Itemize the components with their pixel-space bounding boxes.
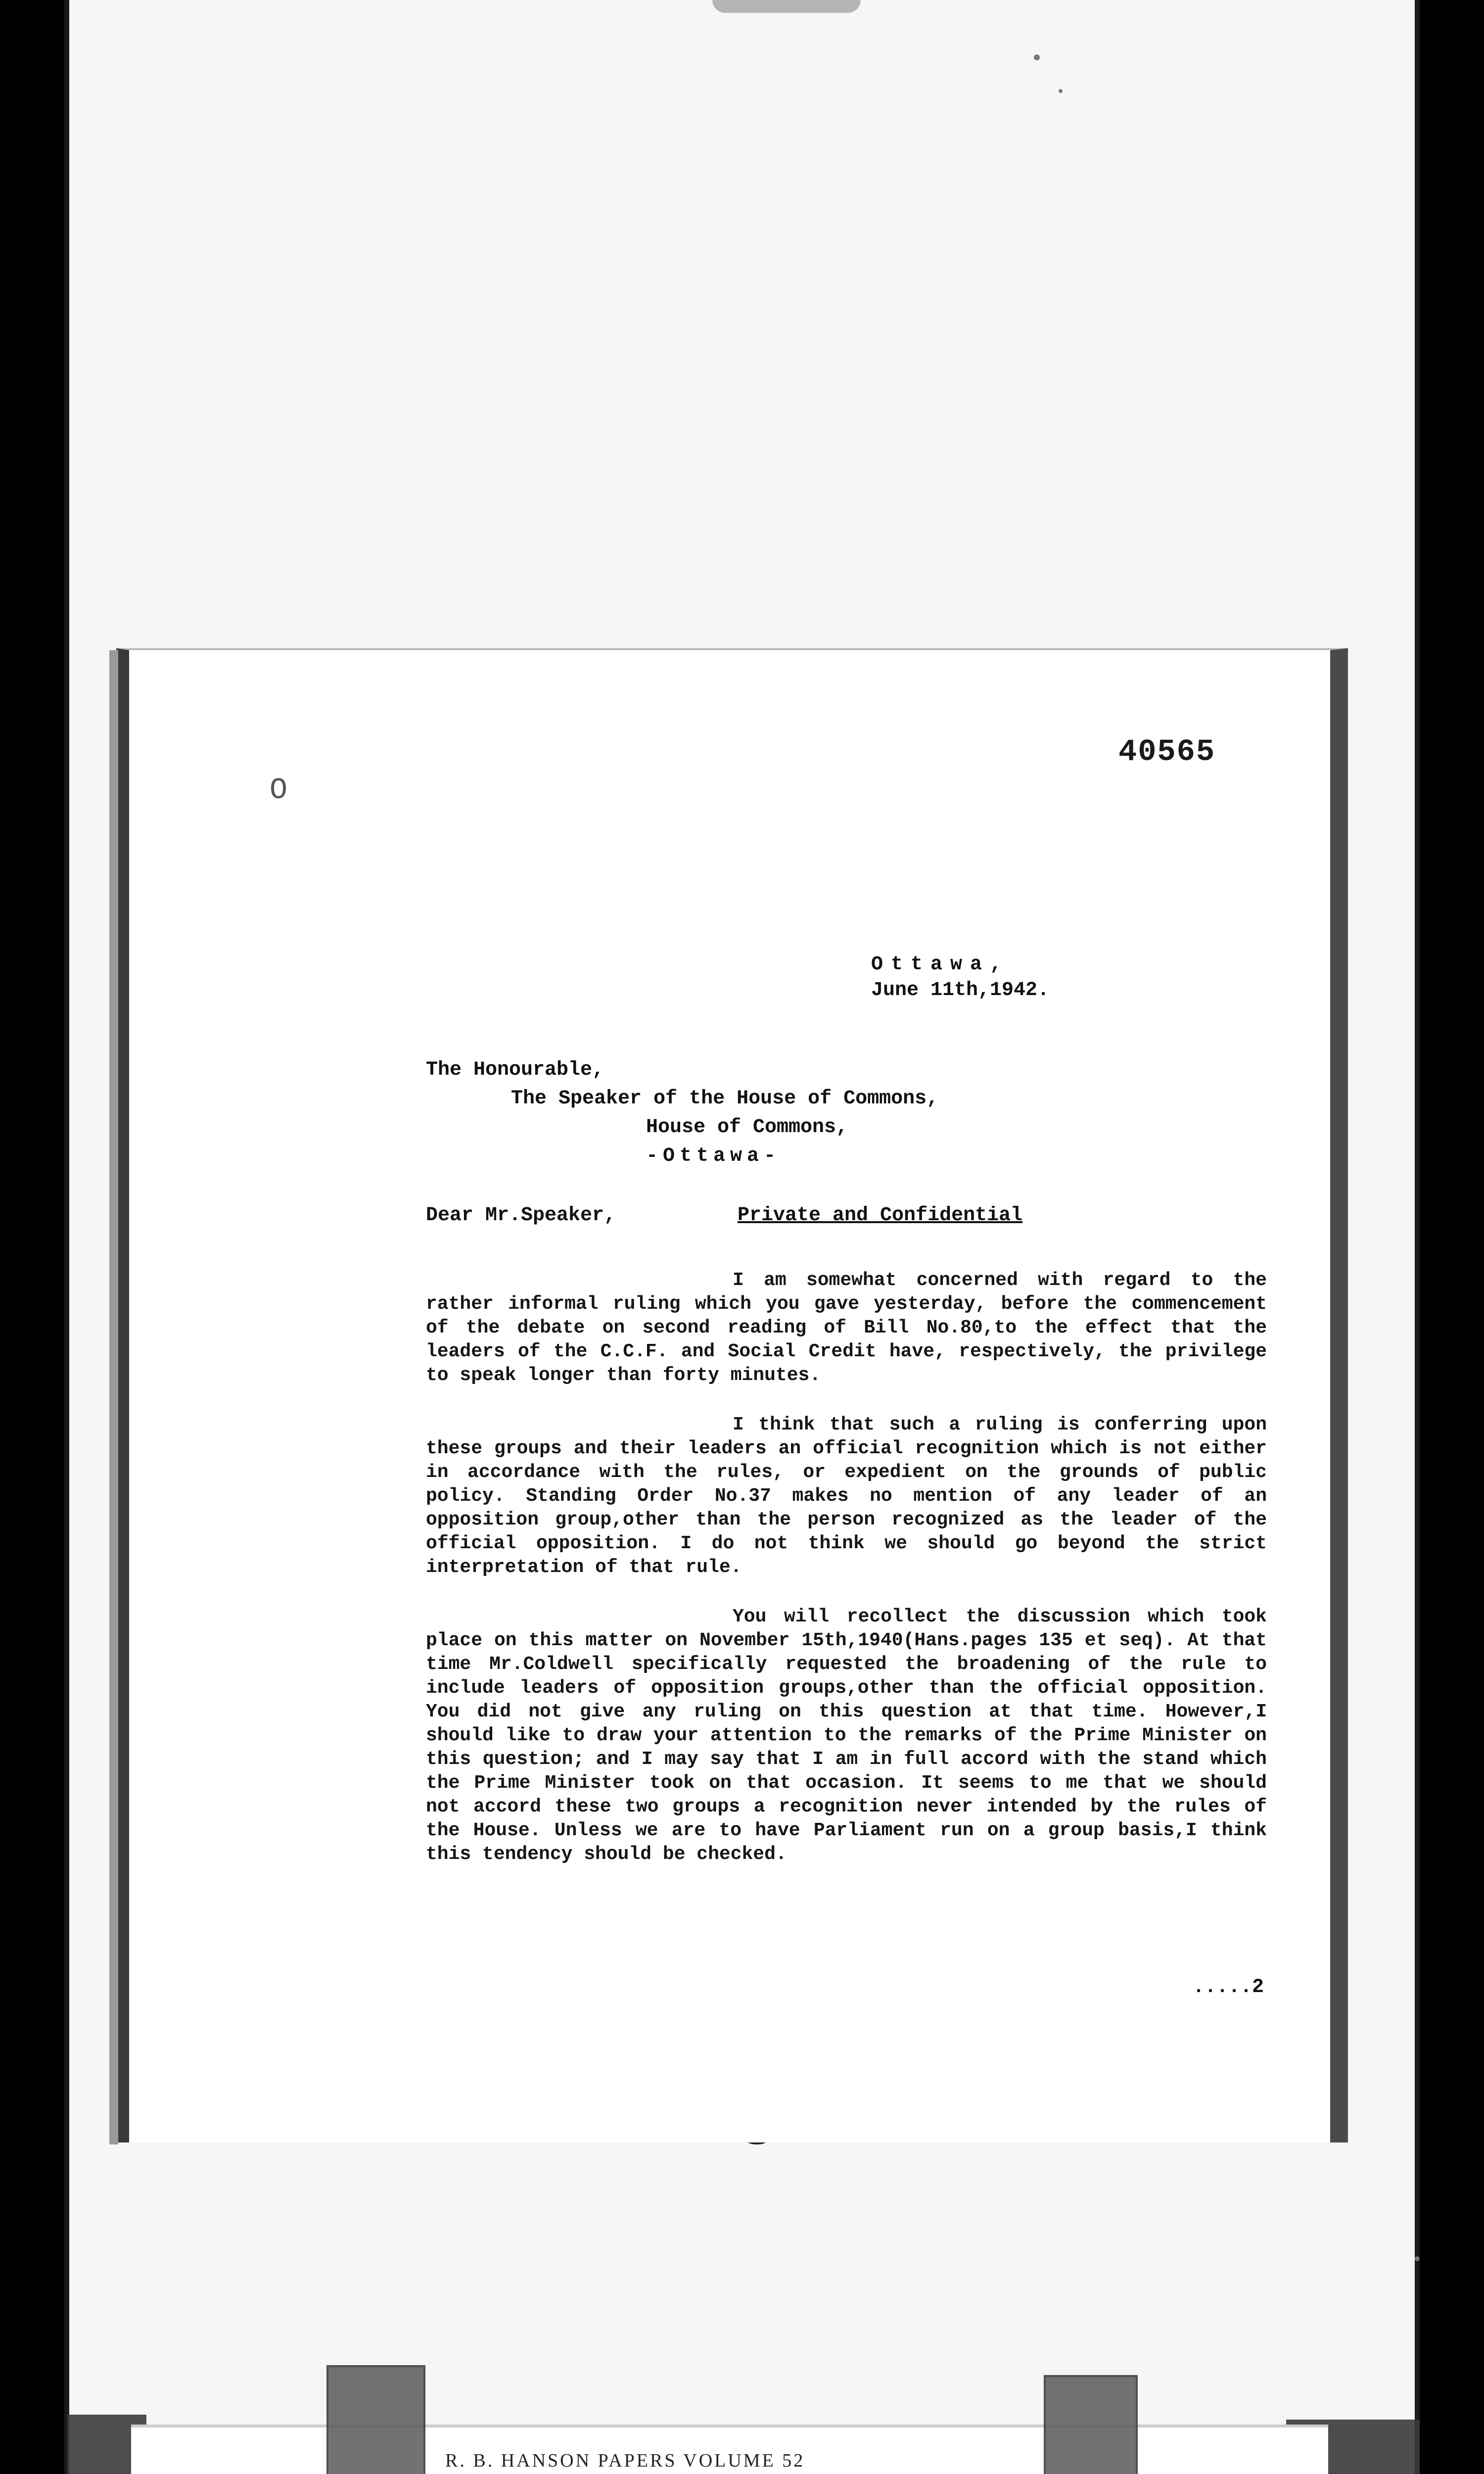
confidential-marking: Private and Confidential bbox=[738, 1204, 1023, 1227]
addressee-line: The Speaker of the House of Commons, bbox=[511, 1088, 939, 1110]
date-text: June 11th,1942. bbox=[871, 979, 1050, 1001]
addressee-line: -Ottawa- bbox=[646, 1145, 781, 1167]
body-paragraph: I am somewhat concerned with regard to the rather informal ruling which you gave yesterday, before the commencement of the debate on second reading of Bill No.80,to the effect that the leaders of the C.C.F. and Social Credit have, respectively, the privilege to speak longer than forty minutes. bbox=[426, 1270, 1267, 1386]
sheet-shadow bbox=[109, 650, 118, 2144]
film-speck bbox=[1059, 89, 1063, 93]
tape-piece bbox=[326, 2365, 425, 2474]
page-continuation: .....2 bbox=[1193, 1976, 1264, 1998]
body-paragraph: I think that such a ruling is conferring upon these groups and their leaders an official recognition which is not either in accordance with the rules, or expedient on the grounds of public policy. Standing Order No.37 makes no mention of any leader of an opposition group,other than the person recognized as the leader of the official opposition. I do not think we should go beyond the strict interpretation of that rule. bbox=[426, 1414, 1267, 1578]
volume-strip: R. B. HANSON PAPERS VOLUME 52 bbox=[435, 2439, 1034, 2474]
date-city: Ottawa, bbox=[871, 953, 1010, 976]
tape-piece bbox=[1044, 2375, 1138, 2474]
body-paragraph: You will recollect the discussion which took place on this matter on November 15th,1940(Hans.pages 135 et seq). At that time Mr.Coldwell specifically requested the broadening of the rule to include leaders of opposition groups,other than the official opposition. You did not give any ruling on this question at that time. However,I should like to draw your attention to the remarks of the Prime Minister on this question; and I may say that I am in full accord with the stand which the Prime Minister took on that occasion. It seems to me that we should not accord these two groups a recognition never intended by the rules of the House. Unless we are to have Parliament run on a group basis,I think this tendency should be checked. bbox=[426, 1606, 1267, 1865]
dateline bbox=[871, 952, 1049, 1003]
document-number: 40565 bbox=[1118, 734, 1216, 769]
letter-sheet bbox=[116, 648, 1348, 2142]
film-top-mark bbox=[712, 0, 861, 13]
addressee-line: House of Commons, bbox=[646, 1116, 848, 1139]
film-speck bbox=[1034, 54, 1040, 60]
film-speck bbox=[1415, 2256, 1420, 2261]
punch-hole-mark: O bbox=[270, 774, 288, 808]
addressee-block bbox=[426, 1056, 938, 1171]
salutation: Dear Mr.Speaker, bbox=[426, 1204, 616, 1227]
addressee-line: The Honourable, bbox=[426, 1059, 604, 1081]
letter-body bbox=[426, 1269, 1267, 1892]
